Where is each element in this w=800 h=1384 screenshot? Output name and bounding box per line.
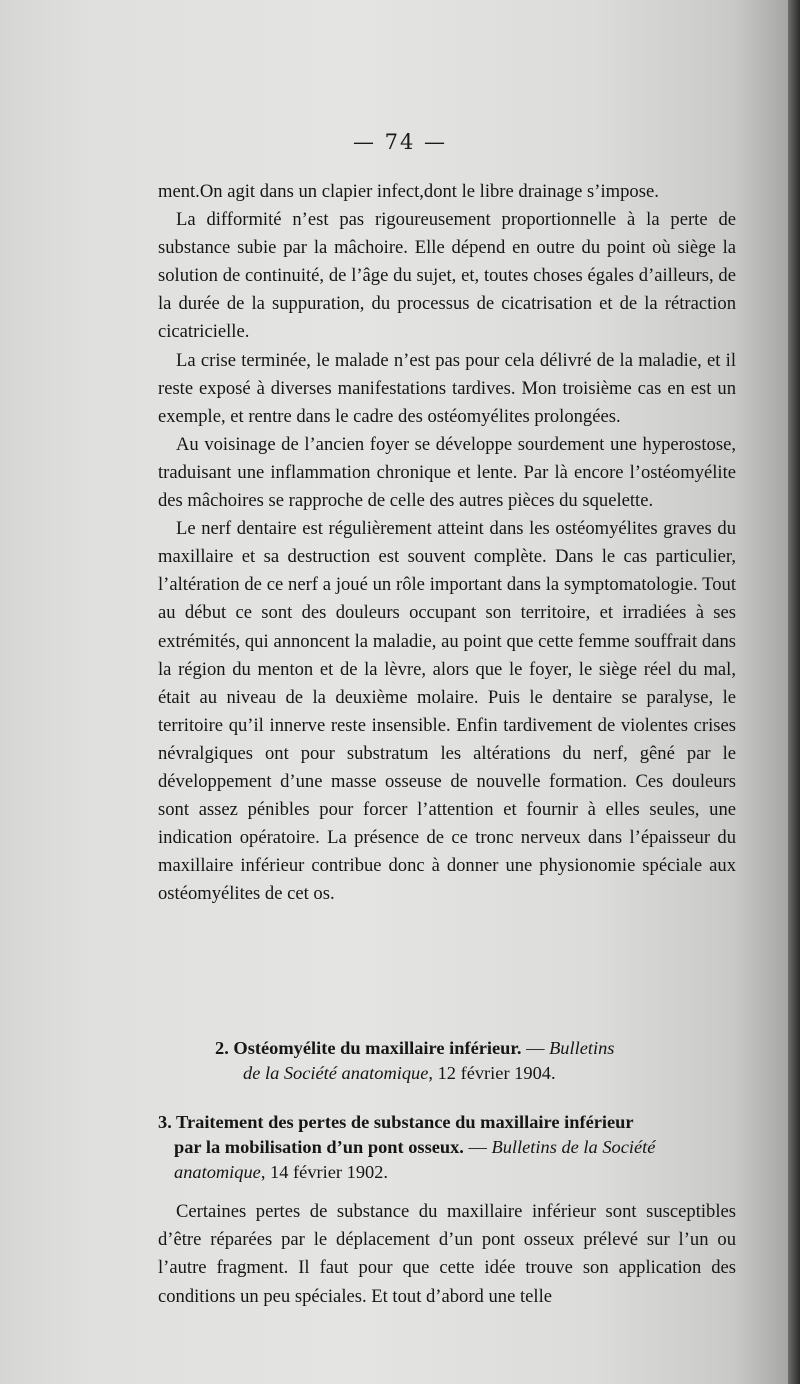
paragraph-continuation: ment.On agit dans un clapier infect,dont le libre drainage s’impose. [158, 181, 659, 202]
paragraph-nerf-dentaire: Le nerf dentaire est régulièrement atteint dans les ostéomyélites graves du maxillaire et sa destruction est souvent complète. Dans le cas particulier, l’altération de ce nerf a joué un rôle important dans la symptomatologie. Tout au début ce sont des douleurs occupant son territoire, et irradiées à ses extrémités, qui annoncent la maladie, au point que cette femme souffrait dans la région du menton et de la lèvre, alors que le foyer, le siège réel du mal, était au niveau de la deuxième molaire. Puis le dentaire se paralyse, le territoire qu’il innerve reste insensible. Enfin tardivement de violentes crises névralgiques ont pour substratum les altérations du nerf, gêné par le développement d’une masse osseuse de nouvelle formation. Ces douleurs sont assez pénibles pour forcer l’attention et fournir à elles seules, une indication opératoire. La présence de ce tronc nerveux dans l’épaisseur du maxillaire inférieur contribue donc à donner une physionomie spéciale aux ostéomyélites de cet os. [158, 518, 736, 905]
body-text-final [158, 1198, 736, 1311]
reference-3 [158, 1110, 738, 1185]
paragraph-certaines: Certaines pertes de substance du maxillaire inférieur sont susceptibles d’être réparées par le déplacement d’un pont osseux prélevé sur l’un ou l’autre fragment. Il faut pour que cette idée trouve son application des conditions un peu spéciales. Et tout d’abord une telle [158, 1201, 736, 1307]
paragraph-difformite: La difformité n’est pas rigoureusement proportionnelle à la perte de substance subie par la mâchoire. Elle dépend en outre du point où siège la solution de continuité, de l’âge du sujet, et, toutes choses égales d’ailleurs, de la durée de la suppuration, du processus de cicatrisation et de la rétraction cicatricielle. [158, 209, 736, 343]
body-text [158, 178, 736, 908]
reference-3-title-b: par la mobilisation d’un pont osseux. [174, 1137, 464, 1157]
paragraph-voisinage: Au voisinage de l’ancien foyer se développe sourdement une hyperostose, traduisant une inflammation chronique et lente. Par là encore l’ostéomyélite des mâchoires se rapproche de celle des autres pièces du squelette. [158, 433, 736, 512]
reference-3-title-a: 3. Traitement des pertes de substance du maxillaire inférieur [158, 1112, 634, 1132]
reference-2-title: 2. Ostéomyélite du maxillaire inférieur. [215, 1038, 522, 1058]
reference-2-journal-a: Bulletins [549, 1038, 615, 1058]
page-number: — 74 — [352, 130, 448, 154]
reference-3-journal-a: Bulletins de la Société [491, 1137, 656, 1157]
reference-2-dash: — [521, 1038, 550, 1058]
reference-2-line2 [215, 1061, 735, 1086]
reference-2 [215, 1036, 735, 1086]
book-edge-shadow [788, 0, 800, 1384]
reference-3-line2 [158, 1135, 738, 1160]
paragraph-crise: La crise terminée, le malade n’est pas pour cela délivré de la maladie, et il reste exposé à diverses manifestations tardives. Mon troisième cas en est un exemple, et rentre dans le cadre des ostéomyélites prolongées. [158, 349, 736, 427]
reference-3-line3 [158, 1160, 738, 1185]
reference-2-journal-b: de la Société anatomique [243, 1063, 429, 1083]
reference-3-date: , 14 février 1902. [260, 1162, 389, 1182]
reference-3-dash: — [463, 1137, 492, 1157]
reference-2-date: , 12 février 1904. [428, 1063, 556, 1083]
reference-3-journal-b: anatomique [174, 1162, 261, 1182]
